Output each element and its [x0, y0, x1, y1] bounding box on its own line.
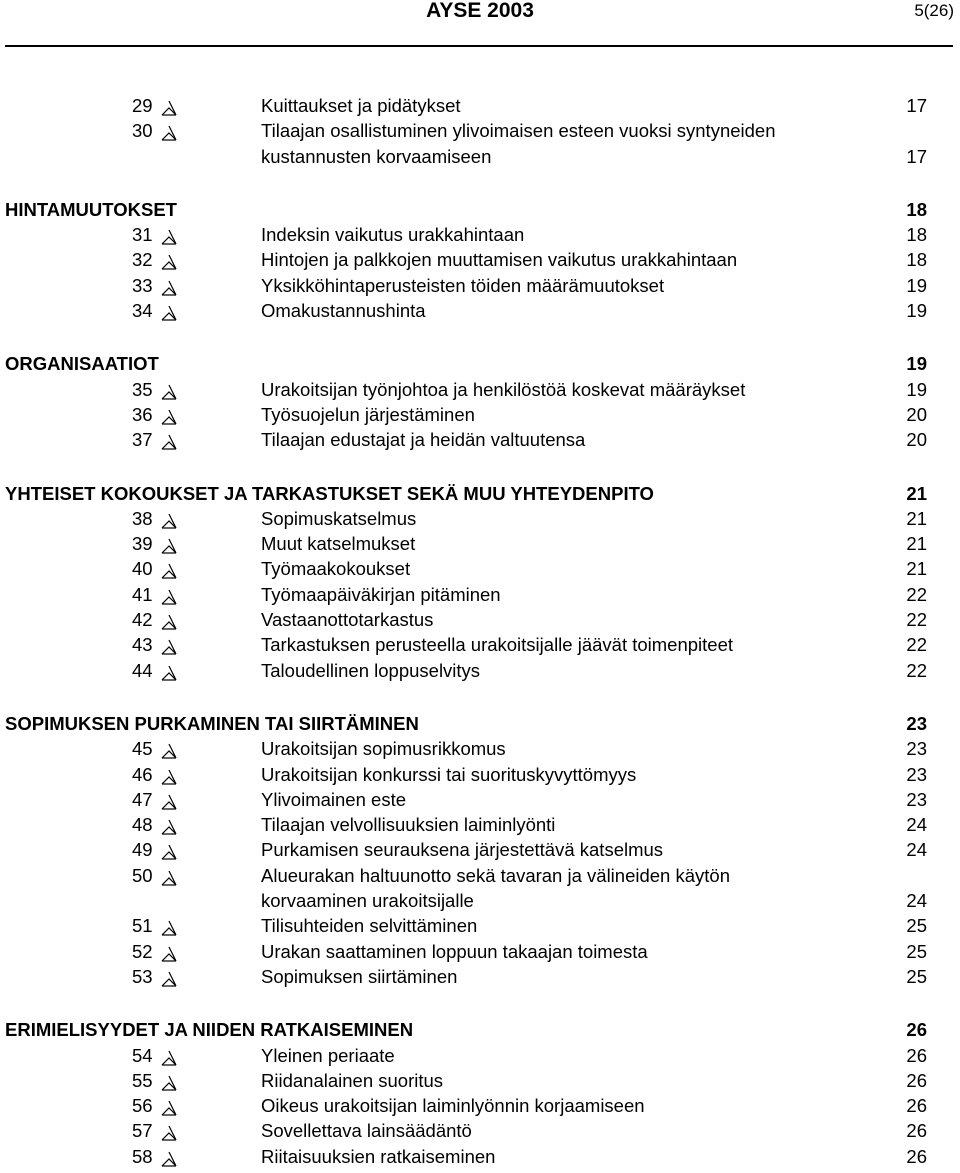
- entry-title-continued: korvaaminen urakoitsijalle: [261, 890, 474, 912]
- entry-number: 48: [132, 814, 153, 836]
- section-symbol-icon: [161, 661, 177, 681]
- entry-page: 19: [906, 274, 927, 296]
- entry-title: Riidanalainen suoritus: [261, 1069, 444, 1091]
- entry-page: 17: [906, 95, 927, 116]
- section-symbol-icon: [161, 840, 177, 860]
- document-title: AYSE 2003: [426, 0, 534, 22]
- entry-number: 33: [132, 274, 153, 296]
- entry-title: Kuittaukset ja pidätykset: [261, 95, 461, 116]
- toc-entry: [0, 762, 960, 787]
- section-symbol-icon: [161, 1096, 177, 1116]
- entry-title: Tilaajan edustajat ja heidän valtuutensa: [261, 429, 586, 451]
- entry-number: 57: [132, 1120, 153, 1142]
- section-symbol-icon: [161, 509, 177, 529]
- entry-number: 56: [132, 1095, 153, 1117]
- section-symbol-icon: [161, 942, 177, 962]
- entry-number: 41: [132, 583, 153, 605]
- entry-page: 18: [906, 249, 927, 271]
- toc-entry: [0, 377, 960, 402]
- toc-entry: [0, 556, 960, 581]
- entry-title: Riitaisuuksien ratkaiseminen: [261, 1145, 496, 1167]
- toc-entry: [0, 658, 960, 683]
- section-spacer: [0, 989, 960, 1017]
- section-spacer: [0, 323, 960, 351]
- toc-entry: [0, 298, 960, 323]
- entry-title: Työmaakokoukset: [261, 558, 411, 580]
- section-symbol-icon: [161, 635, 177, 655]
- entry-page: 22: [906, 634, 927, 656]
- section-symbol-icon: [161, 534, 177, 554]
- section-heading: [0, 197, 960, 222]
- entry-number: 50: [132, 864, 153, 886]
- entry-number: 34: [132, 300, 153, 322]
- toc-entry: [0, 273, 960, 298]
- page-number: 5(26): [914, 1, 954, 20]
- toc-entry: [0, 247, 960, 272]
- section-symbol-icon: [161, 790, 177, 810]
- entry-number: 32: [132, 249, 153, 271]
- table-of-contents: [0, 93, 960, 1169]
- section-symbol-icon: [161, 121, 177, 141]
- entry-title: Vastaanottotarkastus: [261, 609, 434, 631]
- section-heading: [0, 711, 960, 736]
- section-heading-page: 19: [906, 353, 927, 375]
- entry-number: 43: [132, 634, 153, 656]
- section-heading-title: ERIMIELISYYDET JA NIIDEN RATKAISEMINEN: [5, 1019, 414, 1041]
- section-heading-title: HINTAMUUTOKSET: [5, 198, 177, 220]
- toc-entry: [0, 837, 960, 862]
- section-symbol-icon: [161, 739, 177, 759]
- toc-entry: [0, 582, 960, 607]
- entry-title: Sopimuksen siirtäminen: [261, 965, 458, 987]
- entry-title: Taloudellinen loppuselvitys: [261, 659, 481, 681]
- entry-page: 26: [906, 1044, 927, 1066]
- entry-title: Yksikköhintaperusteisten töiden määrämuutokset: [261, 274, 665, 296]
- entry-title: Alueurakan haltuunotto sekä tavaran ja välineiden käytön: [261, 864, 730, 886]
- entry-title: Purkamisen seurauksena järjestettävä katselmus: [261, 839, 664, 861]
- section-symbol-icon: [161, 225, 177, 245]
- entry-number: 44: [132, 659, 153, 681]
- entry-number: 58: [132, 1145, 153, 1167]
- section-symbol-icon: [161, 610, 177, 630]
- entry-title: Sovellettava lainsäädäntö: [261, 1120, 472, 1142]
- toc-entry: [0, 863, 960, 888]
- section-heading-title: SOPIMUKSEN PURKAMINEN TAI SIIRTÄMINEN: [5, 712, 419, 734]
- entry-title-continued: kustannusten korvaamiseen: [261, 145, 492, 167]
- toc-entry: [0, 531, 960, 556]
- entry-title: Indeksin vaikutus urakkahintaan: [261, 224, 525, 246]
- section-heading: [0, 481, 960, 506]
- entry-title: Muut katselmukset: [261, 533, 416, 555]
- toc-entry: [0, 607, 960, 632]
- entry-number: 45: [132, 738, 153, 760]
- toc-entry: [0, 118, 960, 143]
- toc-entry: [0, 632, 960, 657]
- entry-page: 26: [906, 1069, 927, 1091]
- section-heading-page: 26: [906, 1019, 927, 1041]
- entry-page: 18: [906, 224, 927, 246]
- entry-page: 20: [906, 429, 927, 451]
- entry-number: 38: [132, 507, 153, 529]
- entry-page: 26: [906, 1120, 927, 1142]
- section-heading-page: 23: [906, 712, 927, 734]
- entry-page: 26: [906, 1095, 927, 1117]
- entry-title: Sopimuskatselmus: [261, 507, 417, 529]
- entry-number: 53: [132, 965, 153, 987]
- section-symbol-icon: [161, 559, 177, 579]
- entry-page: 17: [906, 145, 927, 167]
- section-symbol-icon: [161, 1121, 177, 1141]
- entry-page: 25: [906, 940, 927, 962]
- entry-title: Oikeus urakoitsijan laiminlyönnin korjaamiseen: [261, 1095, 645, 1117]
- section-symbol-icon: [161, 430, 177, 450]
- entry-number: 52: [132, 940, 153, 962]
- entry-title: Työsuojelun järjestäminen: [261, 403, 475, 425]
- entry-page: 22: [906, 659, 927, 681]
- entry-page: 20: [906, 403, 927, 425]
- section-symbol-icon: [161, 301, 177, 321]
- section-symbol-icon: [161, 916, 177, 936]
- entry-page: 22: [906, 609, 927, 631]
- toc-entry: [0, 1144, 960, 1169]
- toc-entry: [0, 1068, 960, 1093]
- entry-title: Urakoitsijan konkurssi tai suorituskyvyttömyys: [261, 763, 637, 785]
- section-heading-title: ORGANISAATIOT: [5, 353, 159, 375]
- entry-number: 55: [132, 1069, 153, 1091]
- toc-entry: [0, 222, 960, 247]
- entry-number: 29: [132, 95, 153, 116]
- section-symbol-icon: [161, 1071, 177, 1091]
- section-symbol-icon: [161, 96, 177, 116]
- section-heading: [0, 1017, 960, 1042]
- section-symbol-icon: [161, 815, 177, 835]
- section-spacer: [0, 169, 960, 197]
- entry-page: 19: [906, 378, 927, 400]
- entry-page: 21: [906, 558, 927, 580]
- entry-title: Urakoitsijan sopimusrikkomus: [261, 738, 506, 760]
- entry-page: 19: [906, 300, 927, 322]
- entry-number: 49: [132, 839, 153, 861]
- entry-page: 23: [906, 763, 927, 785]
- entry-page: 24: [906, 814, 927, 836]
- toc-entry: [0, 1043, 960, 1068]
- section-spacer: [0, 683, 960, 711]
- entry-page: 23: [906, 788, 927, 810]
- toc-entry: [0, 787, 960, 812]
- entry-page: 24: [906, 839, 927, 861]
- entry-page: 25: [906, 965, 927, 987]
- toc-entry: [0, 812, 960, 837]
- section-heading-page: 21: [906, 482, 927, 504]
- entry-number: 51: [132, 915, 153, 937]
- section-symbol-icon: [161, 765, 177, 785]
- entry-title: Ylivoimainen este: [261, 788, 406, 810]
- entry-number: 30: [132, 120, 153, 142]
- entry-title: Tilisuhteiden selvittäminen: [261, 915, 478, 937]
- entry-title: Yleinen periaate: [261, 1044, 395, 1066]
- entry-number: 39: [132, 533, 153, 555]
- section-symbol-icon: [161, 380, 177, 400]
- entry-title: Omakustannushinta: [261, 300, 426, 322]
- entry-title: Tilaajan velvollisuuksien laiminlyönti: [261, 814, 556, 836]
- toc-entry: [0, 939, 960, 964]
- entry-page: 22: [906, 583, 927, 605]
- entry-page: 21: [906, 533, 927, 555]
- entry-number: 47: [132, 788, 153, 810]
- section-symbol-icon: [161, 866, 177, 886]
- section-symbol-icon: [161, 585, 177, 605]
- entry-title: Tarkastuksen perusteella urakoitsijalle jäävät toimenpiteet: [261, 634, 734, 656]
- entry-number: 35: [132, 378, 153, 400]
- entry-title: Työmaapäiväkirjan pitäminen: [261, 583, 501, 605]
- toc-entry: [0, 427, 960, 452]
- entry-page: 24: [906, 890, 927, 912]
- entry-page: 23: [906, 738, 927, 760]
- entry-title: Urakan saattaminen loppuun takaajan toimesta: [261, 940, 648, 962]
- toc-entry-continuation: [0, 144, 960, 169]
- section-symbol-icon: [161, 1046, 177, 1066]
- toc-entry-continuation: [0, 888, 960, 913]
- entry-number: 42: [132, 609, 153, 631]
- entry-number: 36: [132, 403, 153, 425]
- entry-number: 37: [132, 429, 153, 451]
- section-symbol-icon: [161, 967, 177, 987]
- entry-title: Tilaajan osallistuminen ylivoimaisen esteen vuoksi syntyneiden: [261, 120, 776, 142]
- section-heading-title: YHTEISET KOKOUKSET JA TARKASTUKSET SEKÄ MUU YHTEYDENPITO: [5, 482, 654, 504]
- section-symbol-icon: [161, 405, 177, 425]
- toc-entry: [0, 736, 960, 761]
- entry-title: Urakoitsijan työnjohtoa ja henkilöstöä koskevat määräykset: [261, 378, 746, 400]
- entry-number: 54: [132, 1044, 153, 1066]
- entry-title: Hintojen ja palkkojen muuttamisen vaikutus urakkahintaan: [261, 249, 738, 271]
- toc-entry: [0, 913, 960, 938]
- section-symbol-icon: [161, 250, 177, 270]
- entry-number: 40: [132, 558, 153, 580]
- section-heading-page: 18: [906, 198, 927, 220]
- entry-page: 25: [906, 915, 927, 937]
- page-header: [0, 0, 960, 50]
- entry-number: 46: [132, 763, 153, 785]
- section-spacer: [0, 453, 960, 481]
- toc-entry: [0, 1118, 960, 1143]
- entry-page: 26: [906, 1145, 927, 1167]
- entry-number: 31: [132, 224, 153, 246]
- toc-entry: [0, 506, 960, 531]
- header-rule: [5, 45, 953, 47]
- entry-page: 21: [906, 507, 927, 529]
- toc-entry: [0, 964, 960, 989]
- toc-entry: [0, 402, 960, 427]
- toc-entry: [0, 1093, 960, 1118]
- section-heading: [0, 351, 960, 376]
- section-symbol-icon: [161, 1147, 177, 1167]
- section-symbol-icon: [161, 276, 177, 296]
- toc-entry: [0, 93, 960, 118]
